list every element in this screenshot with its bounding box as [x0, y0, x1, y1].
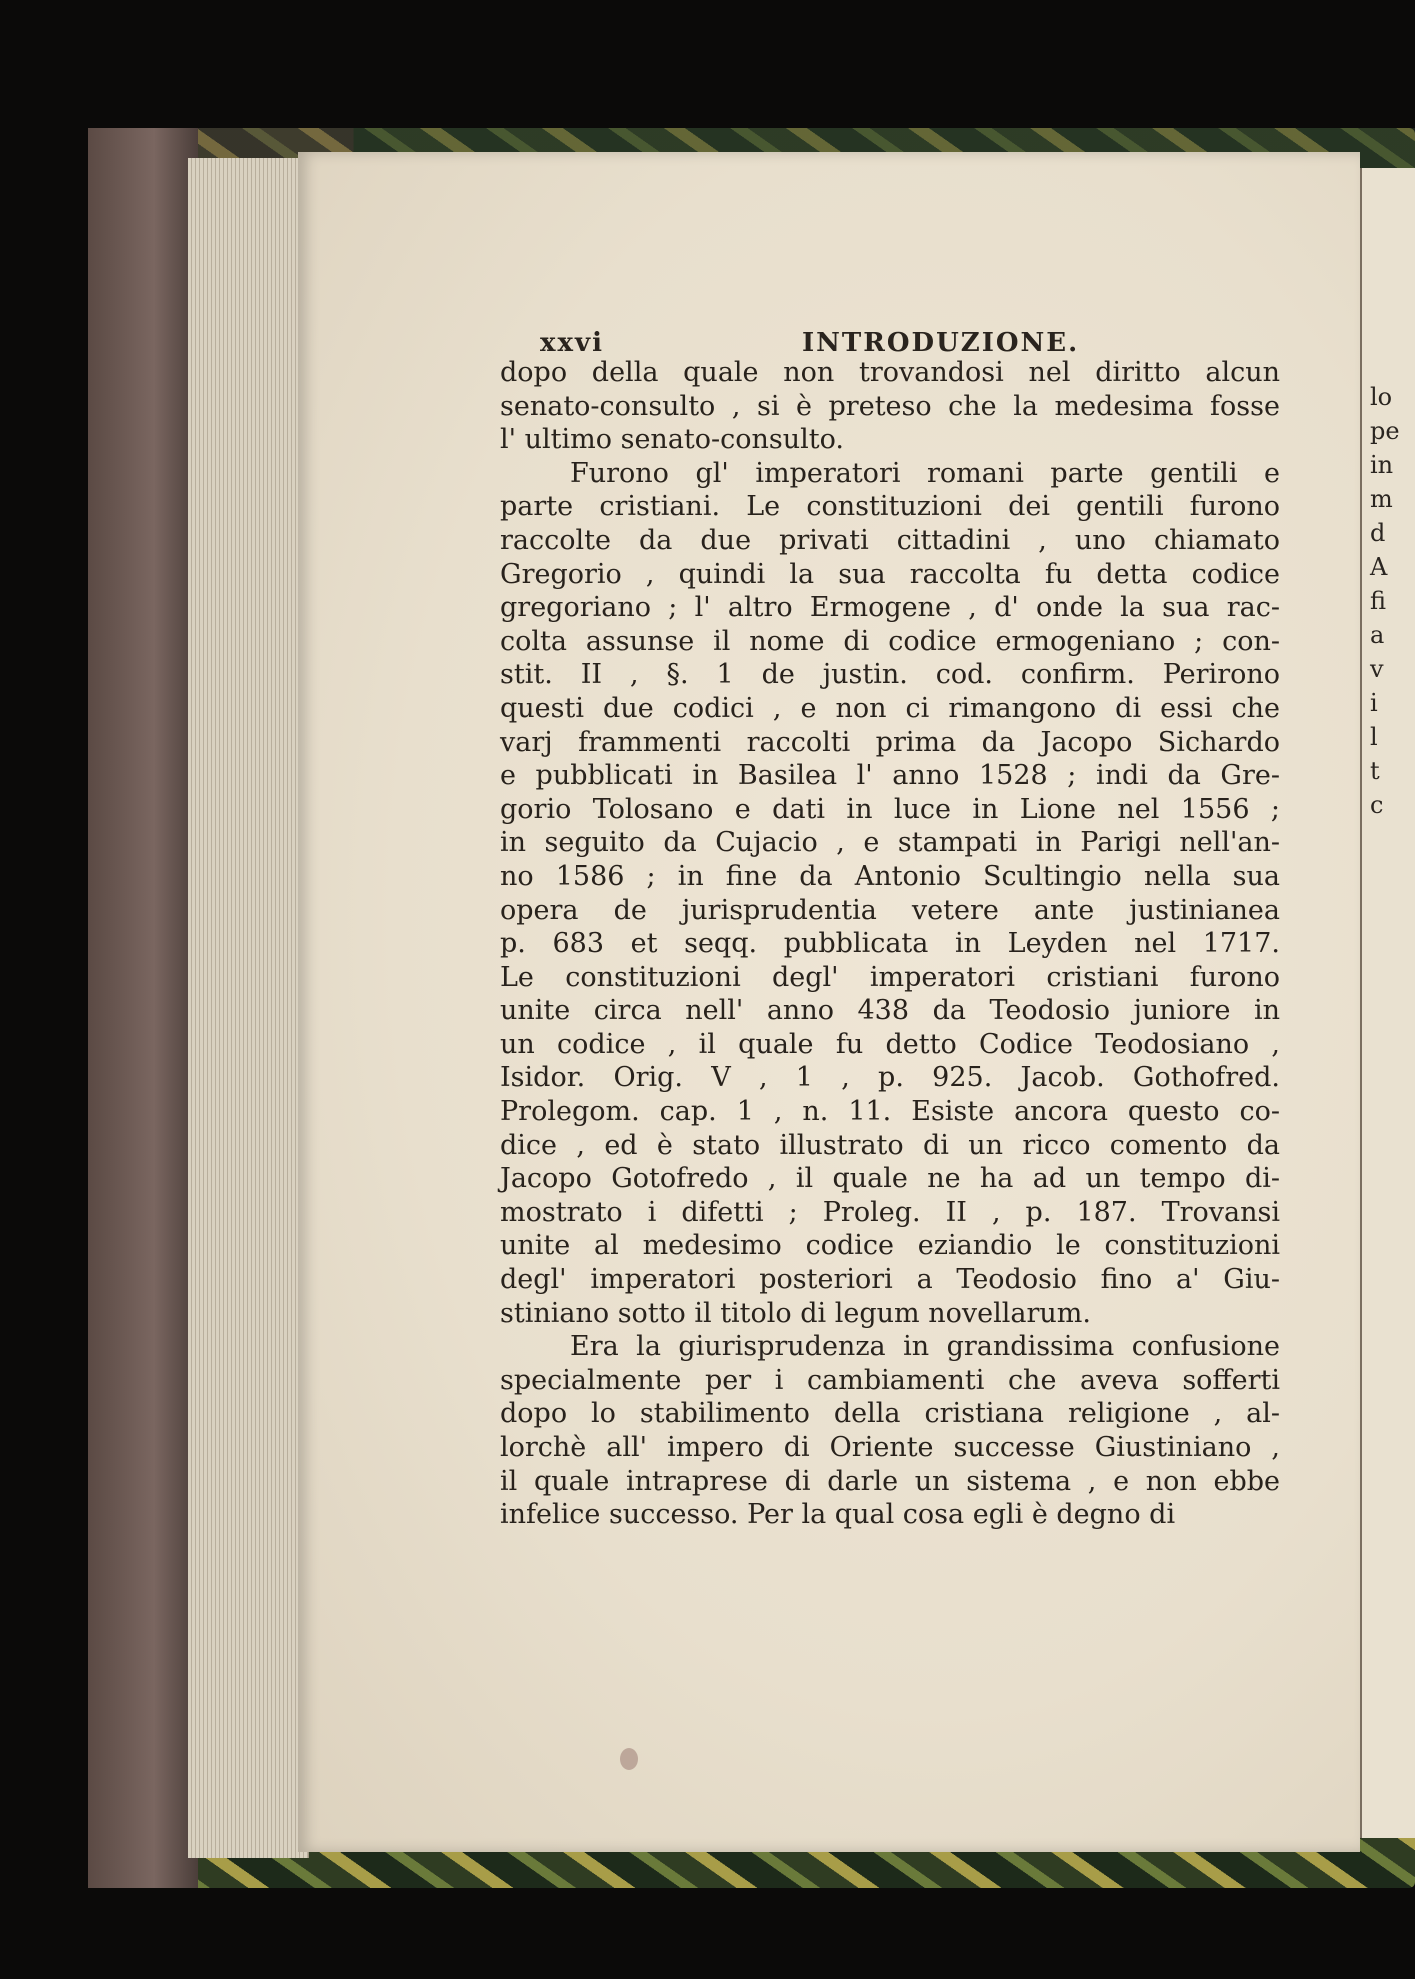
page-stack-edges — [188, 158, 309, 1858]
facing-page-fragment: lo — [1370, 383, 1393, 411]
text-line: Prolegom. cap. 1 , n. 11. Esiste ancora questo co- — [500, 1096, 1280, 1128]
text-line: raccolte da due privati cittadini , uno chiamato — [500, 524, 1280, 556]
text-line: in seguito da Cujacio , e stampati in Parigi nell'an- — [500, 827, 1280, 859]
text-line: Le constituzioni degl' imperatori cristiani furono — [500, 961, 1280, 993]
text-line: un codice , il quale fu detto Codice Teodosiano , — [500, 1028, 1280, 1060]
text-line: specialmente per i cambiamenti che aveva sofferti — [500, 1364, 1280, 1396]
facing-page-fragment: i — [1370, 689, 1378, 717]
facing-page-fragment: fi — [1370, 587, 1387, 615]
text-line: parte cristiani. Le constituzioni dei gentili furono — [500, 491, 1280, 523]
facing-page — [1360, 168, 1415, 1838]
text-line: Era la giurisprudenza in grandissima confusione — [570, 1331, 1280, 1363]
paper-stain — [620, 1748, 638, 1770]
text-line: senato-consulto , si è preteso che la medesima fosse — [500, 390, 1280, 422]
text-line: mostrato i difetti ; Proleg. II , p. 187. Trovansi — [500, 1196, 1280, 1228]
facing-page-fragment: a — [1370, 621, 1385, 649]
text-line: Isidor. Orig. V , 1 , p. 925. Jacob. Gothofred. — [500, 1062, 1280, 1094]
facing-page-fragment: m — [1370, 485, 1393, 513]
text-line: unite circa nell' anno 438 da Teodosio juniore in — [500, 995, 1280, 1027]
text-line: Furono gl' imperatori romani parte gentili e — [570, 457, 1280, 489]
text-line: questi due codici , e non ci rimangono di essi che — [500, 692, 1280, 724]
text-line: gorio Tolosano e dati in luce in Lione nel 1556 ; — [500, 793, 1280, 825]
text-line: infelice successo. Per la qual cosa egli è degno di — [500, 1499, 1176, 1531]
text-line: stiniano sotto il titolo di legum novellarum. — [500, 1297, 1091, 1329]
text-line: e pubblicati in Basilea l' anno 1528 ; indi da Gre- — [500, 760, 1280, 792]
text-line: stit. II , §. 1 de justin. cod. confirm. Perirono — [500, 659, 1280, 691]
text-line: gregoriano ; l' altro Ermogene , d' onde la sua rac- — [500, 592, 1280, 624]
text-line: Jacopo Gotofredo , il quale ne ha ad un tempo di- — [500, 1163, 1280, 1195]
page-number: xxvi — [540, 328, 604, 358]
text-line: dopo lo stabilimento della cristiana religione , al- — [500, 1398, 1280, 1430]
facing-page-fragment: A — [1370, 553, 1388, 581]
body-text — [500, 356, 1280, 1532]
text-line: dice , ed è stato illustrato di un ricco comento da — [500, 1129, 1280, 1161]
facing-page-fragment: c — [1370, 791, 1384, 819]
leather-spine-corner — [88, 128, 198, 1888]
facing-page-fragment: t — [1370, 757, 1380, 785]
text-line: il quale intraprese di darle un sistema , e non ebbe — [500, 1465, 1280, 1497]
facing-page-fragment: v — [1370, 655, 1384, 683]
text-line: Gregorio , quindi la sua raccolta fu detta codice — [500, 558, 1280, 590]
facing-page-fragment: d — [1370, 519, 1386, 547]
text-line: p. 683 et seqq. pubblicata in Leyden nel 1717. — [500, 928, 1280, 960]
text-line: l' ultimo senato-consulto. — [500, 424, 844, 456]
text-line: colta assunse il nome di codice ermogeniano ; con- — [500, 625, 1280, 657]
text-line: unite al medesimo codice eziandio le constituzioni — [500, 1230, 1280, 1262]
text-line: dopo della quale non trovandosi nel diritto alcun — [500, 357, 1280, 388]
text-line: degl' imperatori posteriori a Teodosio fino a' Giu- — [500, 1264, 1280, 1296]
text-line: no 1586 ; in fine da Antonio Scultingio nella sua — [500, 860, 1280, 892]
facing-page-fragment: l — [1370, 723, 1378, 751]
facing-page-fragment: in — [1370, 451, 1394, 479]
text-line: opera de jurisprudentia vetere ante justinianea — [500, 894, 1280, 926]
text-line: varj frammenti raccolti prima da Jacopo Sichardo — [500, 726, 1280, 758]
running-title: INTRODUZIONE. — [802, 328, 1080, 358]
text-line: lorchè all' impero di Oriente successe Giustiniano , — [500, 1432, 1280, 1463]
facing-page-fragment: pe — [1370, 417, 1400, 445]
